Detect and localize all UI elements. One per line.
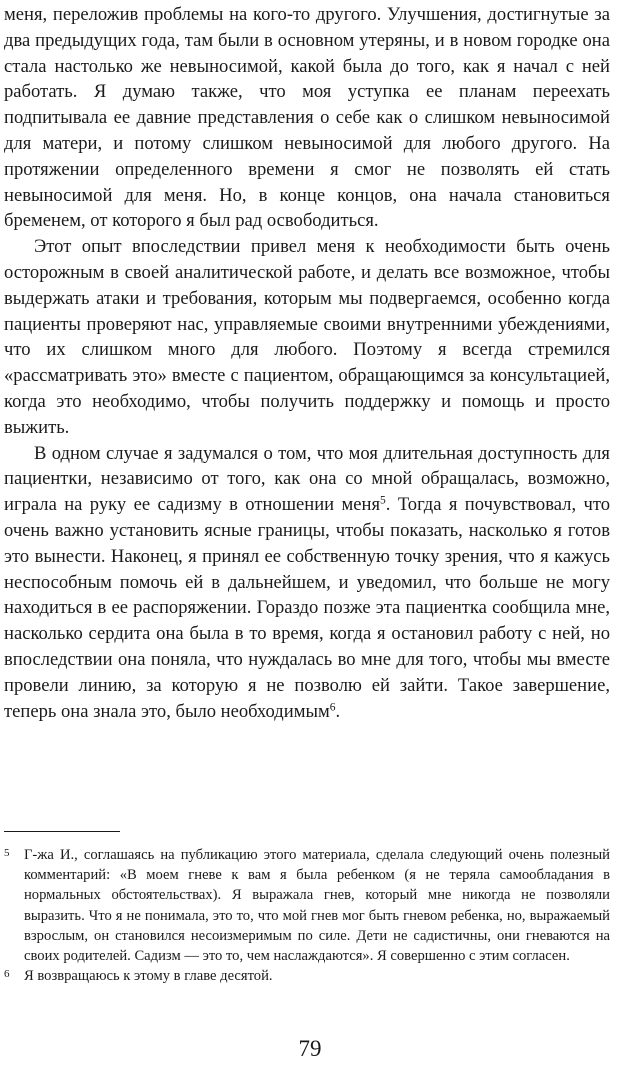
main-text bbox=[4, 2, 610, 724]
paragraph-3-part-2: . Тогда я почувствовал, что очень важно установить ясные границы, чтобы показать, насколько я готов это вынести. Наконец, я принял ее собственную точку зрения, что я кажусь неспособным помочь ей в дальнейшем, и уведомил, что больше не могу находиться в ее распоряжении. Гораздо позже эта пациентка сообщила мне, насколько сердита она была в то время, когда я остановил работу с ней, но впоследствии она поняла, что нуждалась во мне для того, чтобы мы вместе провели линию, за которую я не позволю ей зайти. Такое завершение, теперь она знала это, было необходимым bbox=[4, 494, 610, 722]
footnotes bbox=[4, 845, 610, 986]
paragraph-2: Этот опыт впоследствии привел меня к необходимости быть очень осторожным в своей аналитической работе, и делать все возможное, чтобы выдержать атаки и требования, которым мы подвергаемся, особенно когда пациенты проверяют нас, управляемые своими внутренними убеждениями, что их слишком много для любого. Поэтому я всегда стремился «рассматривать это» вместе с пациентом, обращающимся за консультацией, когда это необходимо, чтобы получить поддержку и помощь и просто выжить. bbox=[4, 236, 610, 438]
footnote-number: 5 bbox=[4, 847, 10, 859]
footnote-number: 6 bbox=[4, 968, 10, 981]
footnote-text: Я возвращаюсь к этому в главе десятой. bbox=[24, 968, 273, 985]
footnote-text: Г-жа И., соглашаясь на публикацию этого материала, сделала следующий очень полезный комментарий: «В моем гневе к вам я была ребенком (я не теряла самообладания в нормальных обстоятельствах). Я выражала гнев, который мне никогда не позволяли выразить. Что я не понимала, это то, что мой гнев мог быть гневом ребенка, но, выражаемый взрослым, он становился несоизмеримым по силе. Дети не садистичны, они гневаются на своих родителей. Садизм — это то, чем наслаждаются». Я совершенно с этим согласен. bbox=[24, 847, 610, 965]
paragraph-1: меня, переложив проблемы на кого-то другого. Улучшения, достигнутые за два предыдущих года, там были в основном утеряны, и в новом городке она стала настолько же невыносимой, какой была до того, как я начал с ней работать. Я думаю также, что моя уступка ее планам переехать подпитывала ее давние представления о себе как о слишком невыносимой для матери, и потому слишком невыносимой для любого другого. На протяжении определенного времени я смог не позволять ей стать невыносимой для меня. Но, в конце концов, она начала становиться бременем, от которого я был рад освободиться. bbox=[4, 4, 610, 232]
footnote-separator bbox=[4, 831, 120, 832]
page-number: 79 bbox=[298, 1036, 322, 1061]
paragraph-3-part-1: В одном случае я задумался о том, что моя длительная доступность для пациентки, независимо от того, как она со мной обращалась, возможно, играла на руку ее садизму в отношении меня bbox=[4, 442, 610, 516]
paragraph-3-part-3: . bbox=[335, 700, 341, 722]
paragraph-3 bbox=[4, 441, 610, 725]
footnote-ref-6[interactable]: 6 bbox=[329, 701, 336, 714]
footnote-6 bbox=[4, 966, 610, 986]
footnote-5 bbox=[4, 845, 610, 966]
footnote-ref-5[interactable]: 5 bbox=[380, 494, 386, 507]
